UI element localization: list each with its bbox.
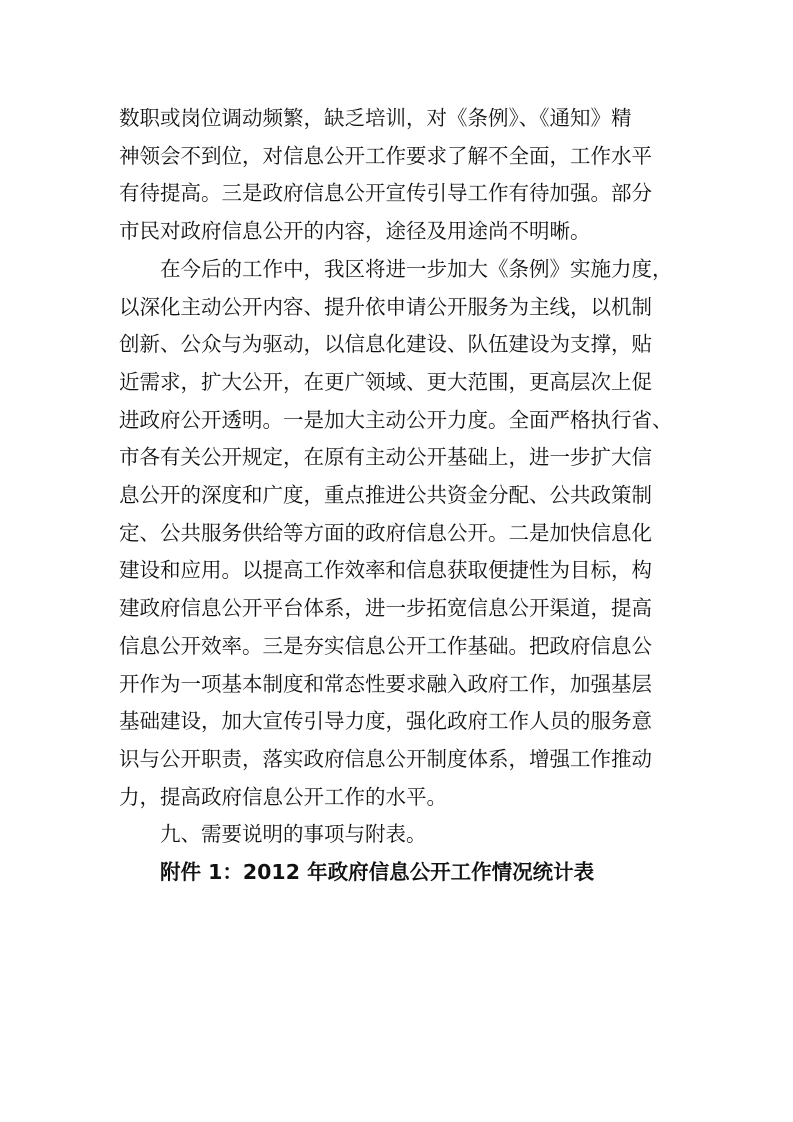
text-line: 市民对政府信息公开的内容，途径及用途尚不明晰。 — [119, 219, 591, 244]
text-line: 定、公共服务供给等方面的政府信息公开。二是加快信息化 — [119, 520, 652, 545]
text-line: 创新、公众与为驱动，以信息化建设、队伍建设为支撑，贴 — [119, 332, 652, 357]
text-line: 基础建设，加大宣传引导力度，强化政府工作人员的服务意 — [119, 709, 652, 734]
text-line: 进政府公开透明。一是加大主动公开力度。全面严格执行省、 — [119, 407, 673, 432]
text-line: 力，提高政府信息公开工作的水平。 — [119, 784, 447, 809]
text-line: 市各有关公开规定，在原有主动公开基础上，进一步扩大信 — [119, 445, 652, 470]
text-line: 识与公开职责，落实政府信息公开制度体系，增强工作推动 — [119, 746, 652, 771]
paragraph-future-work — [119, 251, 679, 817]
text-line: 神领会不到位，对信息公开工作要求了解不全面，工作水平 — [119, 143, 652, 168]
section-9-text: 九、需要说明的事项与附表。 — [160, 822, 427, 847]
document-body — [119, 100, 679, 892]
paragraph-staffing-issues — [119, 100, 679, 251]
section-9-heading — [119, 816, 679, 854]
text-line: 近需求，扩大公开，在更广领域、更大范围，更高层次上促 — [119, 369, 652, 394]
text-line: 建设和应用。以提高工作效率和信息获取便捷性为目标，构 — [119, 558, 652, 583]
text-line: 以深化主动公开内容、提升依申请公开服务为主线，以机制 — [119, 294, 652, 319]
text-line: 建政府信息公开平台体系，进一步拓宽信息公开渠道，提高 — [119, 596, 652, 621]
text-line: 在今后的工作中，我区将进一步加大《条例》实施力度， — [160, 256, 673, 281]
text-line: 息公开的深度和广度，重点推进公共资金分配、公共政策制 — [119, 483, 652, 508]
text-line: 有待提高。三是政府信息公开宣传引导工作有待加强。部分 — [119, 181, 652, 206]
text-line: 数职或岗位调动频繁，缺乏培训，对《条例》、《通知》精 — [119, 106, 632, 130]
attachment-1-title: 附件 1：2012 年政府信息公开工作情况统计表 — [160, 860, 595, 885]
text-line: 开作为一项基本制度和常态性要求融入政府工作，加强基层 — [119, 671, 652, 696]
text-line: 信息公开效率。三是夯实信息公开工作基础。把政府信息公 — [119, 633, 652, 658]
